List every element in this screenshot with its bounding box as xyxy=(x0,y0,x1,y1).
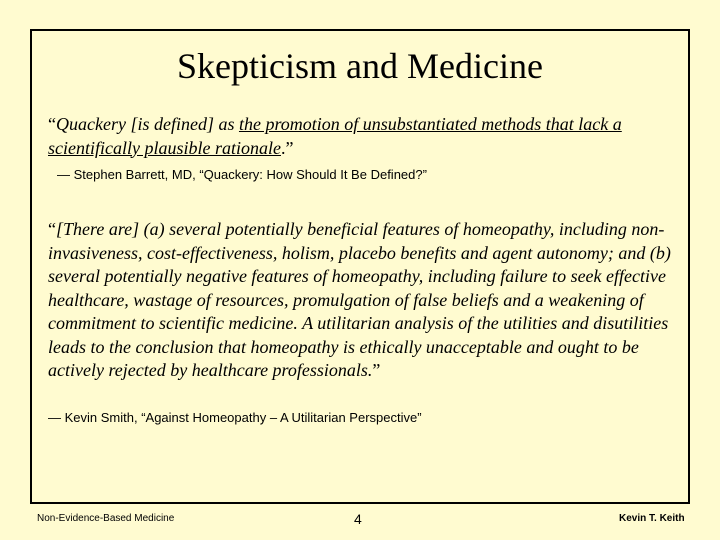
slide-title: Skepticism and Medicine xyxy=(177,46,543,86)
quote-smith xyxy=(48,218,688,383)
quote-open-mark: “ xyxy=(48,114,56,134)
attribution-smith: — Kevin Smith, “Against Homeopathy – A Utilitarian Perspective” xyxy=(48,410,422,425)
quote-underlined-text: the promotion of unsubstantiated methods that lack a scientifically plausible rationale xyxy=(48,114,622,158)
quote-close-mark: ” xyxy=(372,360,381,380)
footer-course-title: Non-Evidence-Based Medicine xyxy=(37,513,175,524)
quote-barrett xyxy=(48,113,688,160)
footer-page-number: 4 xyxy=(354,511,362,527)
footer-author: Kevin T. Keith xyxy=(619,513,685,524)
quote-body-text: [There are] (a) several potentially beneficial features of homeopathy, including non-invasiveness, cost-effectiveness, holism, placebo benefits and agent autonomy; and (b) several potentially negative features of homeopathy, including failure to seek effective healthcare, wastage of resources, promulgation of false beliefs and a weakening of commitment to scientific medicine. A utilitarian analysis of the utilities and disutilities leads to the conclusion that homeopathy is ethically unacceptable and ought to be actively rejected by healthcare professionals. xyxy=(48,219,671,380)
quote-open-mark: “ xyxy=(48,219,56,239)
quote-close-mark: .” xyxy=(280,137,294,158)
attribution-barrett: — Stephen Barrett, MD, “Quackery: How Should It Be Defined?” xyxy=(57,167,427,182)
quote-lead-text: Quackery [is defined] as xyxy=(56,114,239,134)
